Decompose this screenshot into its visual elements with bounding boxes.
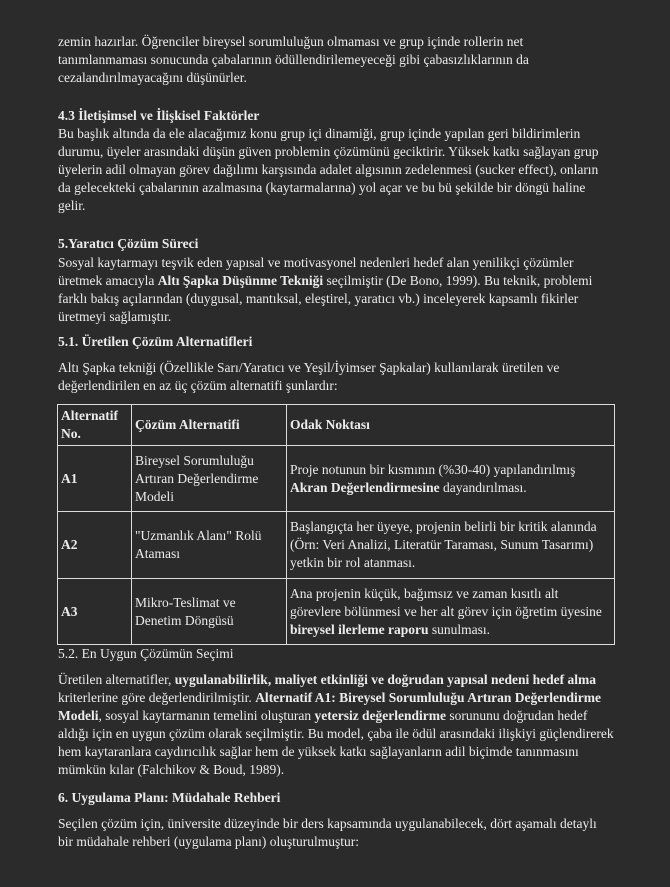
table-header-row — [58, 405, 615, 446]
alternative-focus: Ana projenin küçük, bağımsız ve zaman kısıtlı alt görevlere bölünmesi ve her alt görev için öğretim üyesine bireysel ilerleme raporu sunulması. — [287, 579, 615, 645]
alternative-focus: Proje notunun bir kısmının (%30-40) yapılandırılmış Akran Değerlendirmesine dayandırılması. — [287, 446, 615, 512]
table-row — [58, 512, 615, 579]
header-solution-alternative: Çözüm Alternatifi — [132, 405, 287, 446]
alternative-name: Mikro-Teslimat ve Denetim Döngüsü — [132, 579, 287, 645]
section-5-1-body: Altı Şapka tekniği (Özellikle Sarı/Yaratıcı ve Yeşil/İyimser Şapkalar) kullanılarak üretilen ve değerlendirilen en az üç çözüm alternatifi şunlardır: — [58, 360, 560, 393]
alternative-id: A2 — [58, 512, 132, 579]
section-5-2-heading: 5.2. En Uygun Çözümün Seçimi — [58, 646, 234, 661]
alternative-id: A1 — [58, 446, 132, 512]
table-row — [58, 579, 615, 645]
header-alternative-no: Alternatif No. — [58, 405, 132, 446]
alternative-focus: Başlangıçta her üyeye, projenin belirli bir kritik alanında (Örn: Veri Analizi, Literatür Taraması, Sunum Tasarımı) yetkin bir rol atanması. — [287, 512, 615, 579]
section-5-heading: 5.Yaratıcı Çözüm Süreci — [58, 236, 199, 251]
section-5-body: Sosyal kaytarmayı teşvik eden yapısal ve motivasyonel nedenleri hedef alan yenilikçi çözümler üretmek amacıyla Altı Şapka Düşünme Tekniği seçilmiştir (De Bono, 1999). Bu teknik, problemi farklı bakış açılarından (duygusal, mantıksal, eleştirel, yaratıcı vb.) inceleyerek kapsamlı fikirler üretmeyi sağlamıştır. — [58, 255, 593, 324]
section-4-3-heading: 4.3 İletişimsel ve İlişkisel Faktörler — [58, 108, 260, 123]
table-row — [58, 446, 615, 512]
section-6-body: Seçilen çözüm için, üniversite düzeyinde bir ders kapsamında uygulanabilecek, dört aşamalı detaylı bir müdahale rehberi (uygulama planı) oluşturulmuştur: — [58, 816, 597, 849]
section-5-1-heading: 5.1. Üretilen Çözüm Alternatifleri — [58, 334, 253, 349]
section-4-3-body: Bu başlık altında da ele alacağımız konu grup içi dinamiği, grup içinde yapılan geri bildirimlerin durumu, üyeler arasındaki düşün güven problemin çözümünü geciktirir. Yüksek katkı sağlayan grup üyelerin adil olmayan görev dağılımı karşısında adalet algısının zedelenmesi (sucker effect), onların da gelecekteki çabalarının azalmasına (kaytarmalarına) yol açar ve bu bü şekilde bir döngü haline gelir. — [58, 126, 599, 213]
alternative-name: "Uzmanlık Alanı" Rolü Ataması — [132, 512, 287, 579]
alternative-id: A3 — [58, 579, 132, 645]
intro-paragraph: zemin hazırlar. Öğrenciler bireysel sorumluluğun olmaması ve grup içinde rollerin net tanımlanmaması sonucunda çabalarının ödüllendirilemeyeceği gibi çabasızlıklarının da cezalandırılmayacağını düşünürler. — [58, 34, 529, 85]
header-focus-point: Odak Noktası — [287, 405, 615, 446]
solution-alternatives-table — [57, 404, 615, 645]
section-6-heading: 6. Uygulama Planı: Müdahale Rehberi — [58, 790, 281, 805]
alternative-name: Bireysel Sorumluluğu Artıran Değerlendirme Modeli — [132, 446, 287, 512]
section-5-2-body: Üretilen alternatifler, uygulanabilirlik, maliyet etkinliği ve doğrudan yapısal nedeni hedef alma kriterlerine göre değerlendirilmiştir. Alternatif A1: Bireysel Sorumluluğu Artıran Değerlendirme Modeli, sosyal kaytarmanın temelini oluşturan yetersiz değerlendirme sorununu doğrudan hedef aldığı için en uygun çözüm olarak seçilmiştir. Bu model, çaba ile ödül arasındaki ilişkiyi güçlendirerek hem kaytaranlara caydırıcılık sağlar hem de yüksek katkı sağlayanların adil biçimde tanınmasını mümkün kılar (Falchikov & Boud, 1989). — [58, 672, 614, 777]
